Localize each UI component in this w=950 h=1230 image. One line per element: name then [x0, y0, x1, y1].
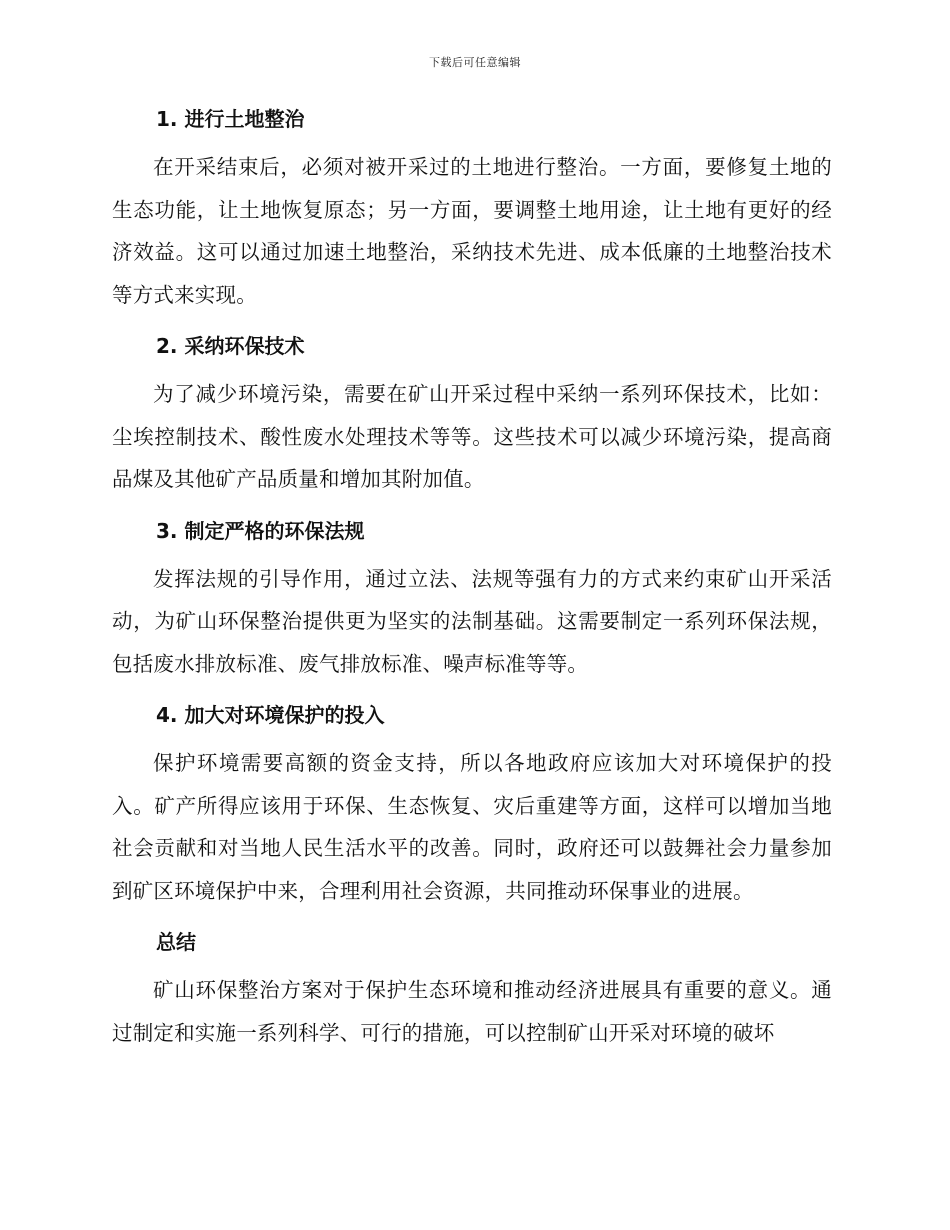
section-paragraph: 矿山环保整治方案对于保护生态环境和推动经济进展具有重要的意义。通过制定和实施一系列科学、可行的措施，可以控制矿山开采对环境的破坏 — [112, 978, 832, 1045]
section-land-remediation — [112, 106, 832, 316]
section-heading: 4. 加大对环境保护的投入 — [156, 703, 385, 727]
section-heading: 1. 进行土地整治 — [156, 107, 305, 131]
section-paragraph: 为了减少环境污染，需要在矿山开采过程中采纳一系列环保技术，比如：尘埃控制技术、酸性废水处理技术等等。这些技术可以减少环境污染，提高商品煤及其他矿产品质量和增加其附加值。 — [112, 382, 832, 491]
section-regulations — [112, 518, 832, 686]
section-heading: 总结 — [156, 930, 196, 954]
section-heading: 3. 制定严格的环保法规 — [156, 518, 365, 543]
document-body — [112, 106, 832, 1071]
section-paragraph: 在开采结束后，必须对被开采过的土地进行整治。一方面，要修复土地的生态功能，让土地恢复原态；另一方面，要调整土地用途，让土地有更好的经济效益。这可以通过加速土地整治，采纳技术先进、成本低廉的土地整治技术等方式来实现。 — [112, 155, 832, 307]
section-investment — [112, 702, 832, 912]
section-paragraph: 保护环境需要高额的资金支持，所以各地政府应该加大对环境保护的投入。矿产所得应该用于环保、生态恢复、灾后重建等方面，这样可以增加当地社会贡献和对当地人民生活水平的改善。同时，政府还可以鼓舞社会力量参加到矿区环境保护中来，合理利用社会资源，共同推动环保事业的进展。 — [112, 751, 832, 903]
section-heading: 2. 采纳环保技术 — [156, 334, 305, 358]
section-paragraph: 发挥法规的引导作用，通过立法、法规等强有力的方式来约束矿山开采活动，为矿山环保整治提供更为坚实的法制基础。这需要制定一系列环保法规，包括废水排放标准、废气排放标准、噪声标准等等。 — [112, 566, 832, 676]
section-summary — [112, 929, 832, 1054]
section-environmental-technology — [112, 333, 832, 501]
page-header: 下载后可任意编辑 — [429, 56, 521, 69]
